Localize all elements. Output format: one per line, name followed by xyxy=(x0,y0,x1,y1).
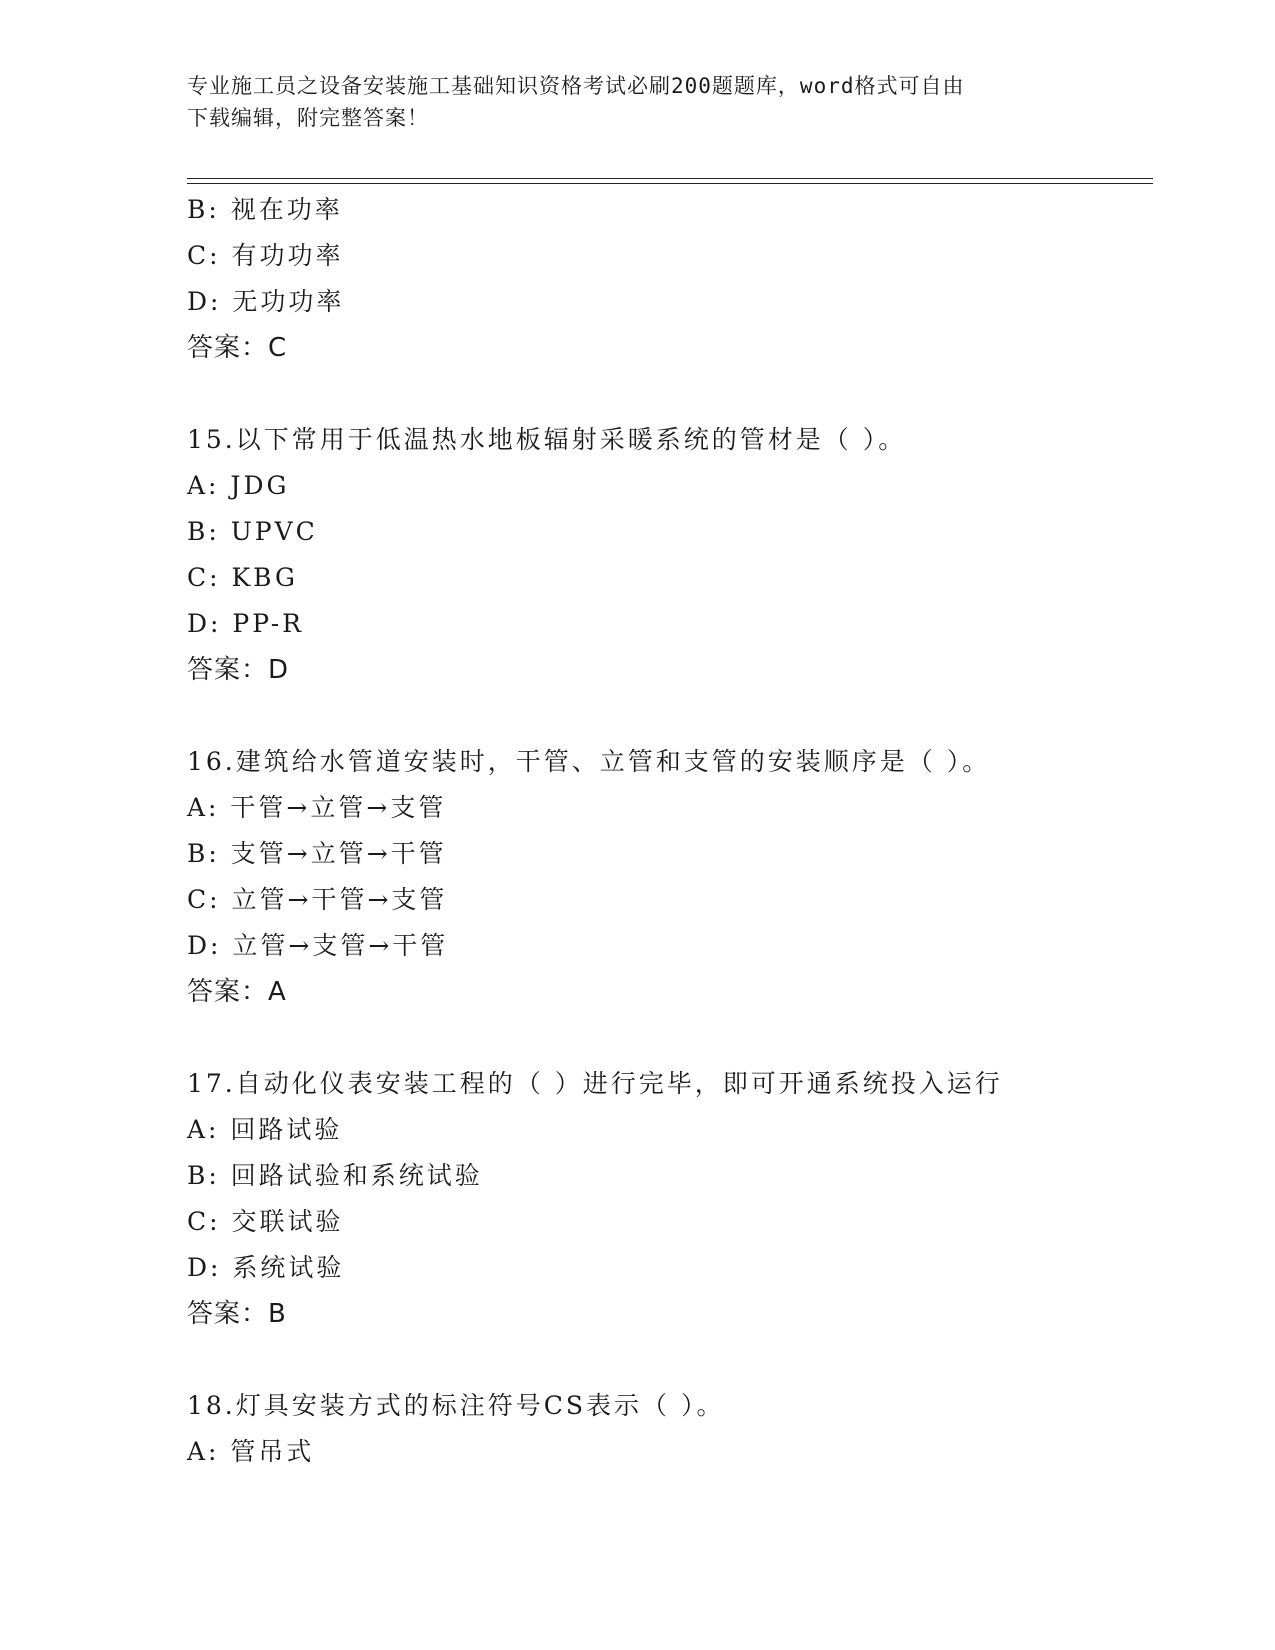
option-c: C: 有功功率 xyxy=(187,241,344,270)
answer: 答案：A xyxy=(187,977,287,1007)
spacer xyxy=(187,1337,1147,1383)
header-divider-top xyxy=(187,178,1153,179)
option-d: D: 系统试验 xyxy=(187,1253,345,1282)
answer: 答案：B xyxy=(187,1299,287,1329)
question-block-15 xyxy=(187,417,1147,693)
option-c: C: KBG xyxy=(187,563,298,592)
question-stem: 17.自动化仪表安装工程的（ ）进行完毕，即可开通系统投入运行 xyxy=(187,1069,1003,1098)
spacer xyxy=(187,693,1147,739)
option-a: A: 干管→立管→支管 xyxy=(187,793,447,822)
option-a: A: 管吊式 xyxy=(187,1437,315,1466)
spacer xyxy=(187,371,1147,417)
header-divider-bottom xyxy=(187,183,1153,184)
option-d: D: PP-R xyxy=(187,609,304,638)
option-b: B: 支管→立管→干管 xyxy=(187,839,447,868)
option-d: D: 无功功率 xyxy=(187,287,345,316)
question-block-16 xyxy=(187,739,1147,1015)
option-b: B: UPVC xyxy=(187,517,318,546)
option-a: A: 回路试验 xyxy=(187,1115,343,1144)
option-c: C: 交联试验 xyxy=(187,1207,344,1236)
option-b: B: 视在功率 xyxy=(187,195,343,224)
question-stem: 18.灯具安装方式的标注符号CS表示（ ）。 xyxy=(187,1391,725,1420)
header-line-1: 专业施工员之设备安装施工基础知识资格考试必刷200题题库，word格式可自由 xyxy=(187,74,965,98)
question-block-17 xyxy=(187,1061,1147,1337)
option-a: A: JDG xyxy=(187,471,290,500)
option-d: D: 立管→支管→干管 xyxy=(187,931,449,960)
spacer xyxy=(187,1015,1147,1061)
answer: 答案：C xyxy=(187,333,288,363)
question-block-14 xyxy=(187,187,1147,371)
answer: 答案：D xyxy=(187,655,290,685)
header-line-2: 下载编辑，附完整答案！ xyxy=(187,106,429,130)
document-body xyxy=(187,187,1147,1475)
document-header xyxy=(187,70,1077,134)
question-stem: 16.建筑给水管道安装时，干管、立管和支管的安装顺序是（ ）。 xyxy=(187,747,991,776)
question-stem: 15.以下常用于低温热水地板辐射采暖系统的管材是（ ）。 xyxy=(187,425,907,454)
option-c: C: 立管→干管→支管 xyxy=(187,885,448,914)
question-block-18 xyxy=(187,1383,1147,1475)
option-b: B: 回路试验和系统试验 xyxy=(187,1161,483,1190)
